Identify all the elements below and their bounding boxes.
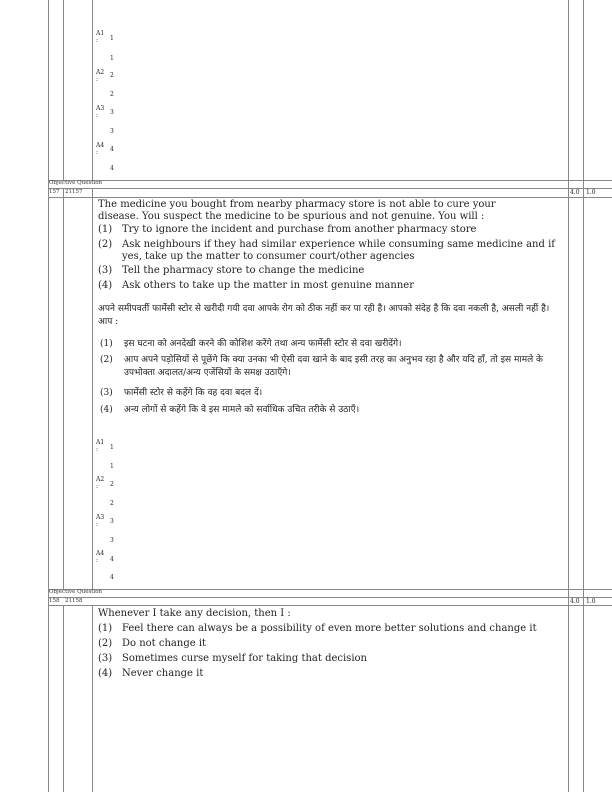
answer-label: A3 xyxy=(96,105,105,112)
question-negative-marks: 1.0 xyxy=(586,189,596,196)
question-id: 21157 xyxy=(65,189,83,195)
option-number: (2) xyxy=(98,638,113,649)
question-negative-marks: 1.0 xyxy=(586,598,596,605)
option-en xyxy=(98,280,562,292)
answer-value: 2 xyxy=(110,72,114,79)
question-text-hi: अपने समीपवर्ती फार्मेसी स्टोर से खरीदी गयी दवा आपके रोग को ठीक नहीं कर पा रही है। आपको संदेह है कि दवा नकली है, असली नहीं है। आप : xyxy=(98,304,550,327)
grid-line xyxy=(48,188,612,189)
answer-label: A1 xyxy=(96,439,105,446)
option-number: (2) xyxy=(98,239,113,250)
answer-label: A1 xyxy=(96,30,105,37)
option-text: Try to ignore the incident and purchase from another pharmacy store xyxy=(122,224,477,235)
question-serial: 157 xyxy=(49,189,60,195)
question-marks: 4.0 xyxy=(570,189,580,196)
option-text: Ask others to take up the matter in most genuine manner xyxy=(122,280,414,291)
option-en xyxy=(98,239,562,263)
grid-line xyxy=(92,0,93,180)
answer-value: 3 xyxy=(110,109,114,116)
option-number: (4) xyxy=(100,405,113,415)
answer-text: 4 xyxy=(110,165,114,172)
grid-line xyxy=(63,605,64,792)
option-text: Tell the pharmacy store to change the medicine xyxy=(122,265,365,276)
option-text: Ask neighbours if they had similar experience while consuming same medicine and if yes, take up the matter to consumer court/other agencies xyxy=(122,239,555,262)
answer-label: A2 xyxy=(96,476,105,483)
option-number: (1) xyxy=(98,623,113,634)
option-text: Feel there can always be a possibility of even more better solutions and change it xyxy=(122,623,537,634)
option-number: (4) xyxy=(98,668,113,679)
option-number: (3) xyxy=(98,265,113,276)
grid-line xyxy=(92,188,93,589)
grid-line xyxy=(63,188,64,589)
grid-line xyxy=(568,0,569,792)
option-number: (4) xyxy=(98,280,113,291)
answer-value: 3 xyxy=(110,518,114,525)
option-hi xyxy=(100,338,554,351)
answer-text: 3 xyxy=(110,537,114,544)
option-hi xyxy=(100,354,554,380)
question-marks: 4.0 xyxy=(570,598,580,605)
question-id: 21158 xyxy=(65,598,83,604)
option-number: (2) xyxy=(100,355,113,365)
answer-value: 4 xyxy=(110,146,114,153)
option-en xyxy=(98,638,562,650)
grid-line xyxy=(63,0,64,180)
grid-line xyxy=(92,605,93,792)
answer-label: A4 xyxy=(96,550,105,557)
option-text: अन्य लोगों से कहेंगे कि वे इस मामले को सर्वाधिक उचित तरीके से उठाएँ। xyxy=(124,405,360,415)
option-text: Sometimes curse myself for taking that decision xyxy=(122,653,367,664)
option-text: Never change it xyxy=(122,668,204,679)
answer-text: 2 xyxy=(110,500,114,507)
option-en xyxy=(98,623,562,635)
question-text-en: The medicine you bought from nearby pharmacy store is not able to cure your disease. You suspect the medicine to be spurious and not genuine. You will : xyxy=(98,199,496,222)
grid-line xyxy=(48,197,612,198)
answer-text: 3 xyxy=(110,128,114,135)
option-text: आप अपने पड़ोसियों से पूछेंगे कि क्या उनका भी ऐसी दवा खाने के बाद इसी तरह का अनुभव रहा है और यदि हाँ, तो इस मामले के उपभोक्ता अदालत/अन्य एजेंसियों के समक्ष उठाएँगे। xyxy=(124,355,543,378)
option-number: (1) xyxy=(100,339,113,349)
answer-label: A4 xyxy=(96,142,105,149)
question-type-header: Objective Question xyxy=(49,180,103,186)
question-serial: 158 xyxy=(49,598,60,604)
grid-line xyxy=(48,589,612,590)
grid-line xyxy=(48,597,612,598)
answer-text: 1 xyxy=(110,463,114,470)
answer-label: A2 xyxy=(96,69,105,76)
question-text-en: Whenever I take any decision, then I : xyxy=(98,608,291,619)
option-text: फार्मेसी स्टोर से कहेंगे कि वह दवा बदल दें। xyxy=(124,388,263,398)
grid-line xyxy=(48,180,612,181)
option-text: Do not change it xyxy=(122,638,207,649)
option-number: (1) xyxy=(98,224,113,235)
option-text: इस घटना को अनदेखी करने की कोशिश करेंगे तथा अन्य फार्मेसी स्टोर से दवा खरीदेंगे। xyxy=(124,339,402,349)
answer-value: 1 xyxy=(110,444,114,451)
answer-label: A3 xyxy=(96,514,105,521)
option-en xyxy=(98,668,562,680)
option-hi xyxy=(100,387,554,400)
answer-value: 4 xyxy=(110,556,114,563)
question-type-header: Objective Question xyxy=(49,589,103,595)
answer-text: 4 xyxy=(110,574,114,581)
grid-line xyxy=(583,0,584,792)
option-en xyxy=(98,653,562,665)
grid-line xyxy=(48,0,49,792)
grid-line xyxy=(48,605,612,606)
option-number: (3) xyxy=(100,388,113,398)
option-en xyxy=(98,224,562,236)
answer-text: 2 xyxy=(110,91,114,98)
answer-text: 1 xyxy=(110,55,114,62)
option-hi xyxy=(100,404,554,417)
option-en xyxy=(98,265,562,277)
option-number: (3) xyxy=(98,653,113,664)
answer-value: 1 xyxy=(110,35,114,42)
answer-value: 2 xyxy=(110,481,114,488)
